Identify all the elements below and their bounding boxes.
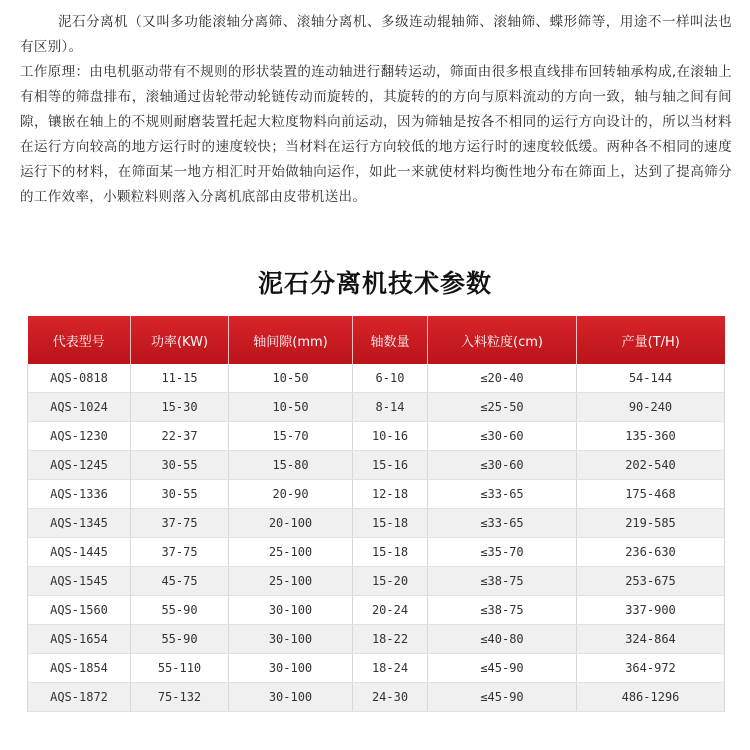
cell-feed-size: ≤25-50: [428, 393, 577, 422]
cell-feed-size: ≤20-40: [428, 364, 577, 393]
cell-capacity: 54-144: [577, 364, 725, 393]
cell-shaft-gap: 30-100: [229, 596, 353, 625]
cell-shaft-gap: 20-90: [229, 480, 353, 509]
cell-shaft-count: 18-22: [353, 625, 428, 654]
cell-shaft-gap: 30-100: [229, 683, 353, 712]
spec-table: [27, 316, 725, 712]
cell-feed-size: ≤30-60: [428, 451, 577, 480]
cell-feed-size: ≤45-90: [428, 683, 577, 712]
cell-shaft-gap: 10-50: [229, 393, 353, 422]
cell-shaft-gap: 25-100: [229, 567, 353, 596]
table-row: [28, 393, 725, 422]
intro-text: [20, 10, 732, 210]
cell-feed-size: ≤38-75: [428, 567, 577, 596]
cell-capacity: 364-972: [577, 654, 725, 683]
cell-model: AQS-1230: [28, 422, 131, 451]
table-header-row: [28, 316, 725, 364]
cell-shaft-gap: 20-100: [229, 509, 353, 538]
cell-power: 22-37: [131, 422, 229, 451]
cell-capacity: 486-1296: [577, 683, 725, 712]
cell-power: 11-15: [131, 364, 229, 393]
header-shaft-count: 轴数量: [353, 316, 428, 364]
cell-power: 75-132: [131, 683, 229, 712]
table-row: [28, 683, 725, 712]
cell-power: 37-75: [131, 538, 229, 567]
table-row: [28, 422, 725, 451]
cell-power: 55-90: [131, 596, 229, 625]
table-row: [28, 596, 725, 625]
cell-power: 37-75: [131, 509, 229, 538]
cell-model: AQS-1445: [28, 538, 131, 567]
header-capacity: 产量(T/H): [577, 316, 725, 364]
table-row: [28, 480, 725, 509]
table-row: [28, 567, 725, 596]
cell-shaft-count: 24-30: [353, 683, 428, 712]
cell-shaft-count: 20-24: [353, 596, 428, 625]
table-row: [28, 625, 725, 654]
cell-model: AQS-0818: [28, 364, 131, 393]
cell-model: AQS-1336: [28, 480, 131, 509]
cell-capacity: 324-864: [577, 625, 725, 654]
intro-paragraph-2: 工作原理：由电机驱动带有不规则的形状装置的连动轴进行翻转运动，筛面由很多根直线排布回转轴承构成,在滚轴上有相等的筛盘排布，滚轴通过齿轮带动轮链传动而旋转的，其旋转的的方向与原料流动的方向一致，轴与轴之间有间隙，镶嵌在轴上的不规则耐磨装置托起大粒度物料向前运动，因为筛轴是按各不相同的运行方向设计的，所以当材料在运行方向较高的地方运行时的速度较快；当材料在运行方向较低的地方运行时的速度较低缓。两种各不相同的速度运行下的材料，在筛面某一地方相汇时开始做轴向运作，如此一来就使材料均衡性地分布在筛面上，达到了提高筛分的工作效率，小颗粒料则落入分离机底部由皮带机送出。: [20, 64, 732, 205]
cell-capacity: 90-240: [577, 393, 725, 422]
cell-shaft-gap: 15-80: [229, 451, 353, 480]
cell-shaft-gap: 30-100: [229, 625, 353, 654]
cell-capacity: 202-540: [577, 451, 725, 480]
cell-model: AQS-1654: [28, 625, 131, 654]
cell-shaft-count: 15-20: [353, 567, 428, 596]
cell-power: 55-90: [131, 625, 229, 654]
table-title: 泥石分离机技术参数: [257, 269, 492, 298]
cell-capacity: 175-468: [577, 480, 725, 509]
cell-model: AQS-1024: [28, 393, 131, 422]
cell-shaft-count: 6-10: [353, 364, 428, 393]
intro-paragraph-1: 泥石分离机（又叫多功能滚轴分离筛、滚轴分离机、多级连动辊轴筛、滚轴筛、蝶形筛等，用途不一样叫法也有区别）。: [20, 14, 732, 55]
cell-capacity: 236-630: [577, 538, 725, 567]
cell-capacity: 135-360: [577, 422, 725, 451]
cell-shaft-count: 10-16: [353, 422, 428, 451]
header-feed-size: 入料粒度(cm): [428, 316, 577, 364]
table-row: [28, 509, 725, 538]
cell-feed-size: ≤33-65: [428, 480, 577, 509]
cell-capacity: 337-900: [577, 596, 725, 625]
cell-power: 55-110: [131, 654, 229, 683]
cell-shaft-count: 12-18: [353, 480, 428, 509]
cell-feed-size: ≤45-90: [428, 654, 577, 683]
cell-model: AQS-1245: [28, 451, 131, 480]
table-body: [28, 364, 725, 712]
cell-feed-size: ≤40-80: [428, 625, 577, 654]
cell-shaft-count: 15-16: [353, 451, 428, 480]
cell-model: AQS-1854: [28, 654, 131, 683]
cell-model: AQS-1872: [28, 683, 131, 712]
cell-shaft-gap: 15-70: [229, 422, 353, 451]
header-power: 功率(KW): [131, 316, 229, 364]
cell-feed-size: ≤35-70: [428, 538, 577, 567]
header-model: 代表型号: [28, 316, 131, 364]
cell-model: AQS-1560: [28, 596, 131, 625]
cell-capacity: 253-675: [577, 567, 725, 596]
table-row: [28, 451, 725, 480]
cell-feed-size: ≤30-60: [428, 422, 577, 451]
cell-model: AQS-1345: [28, 509, 131, 538]
table-row: [28, 654, 725, 683]
cell-feed-size: ≤38-75: [428, 596, 577, 625]
header-shaft-gap: 轴间隙(mm): [229, 316, 353, 364]
cell-shaft-count: 8-14: [353, 393, 428, 422]
cell-shaft-gap: 25-100: [229, 538, 353, 567]
cell-power: 15-30: [131, 393, 229, 422]
cell-shaft-count: 15-18: [353, 509, 428, 538]
cell-power: 30-55: [131, 451, 229, 480]
cell-feed-size: ≤33-65: [428, 509, 577, 538]
cell-power: 45-75: [131, 567, 229, 596]
table-row: [28, 538, 725, 567]
cell-power: 30-55: [131, 480, 229, 509]
cell-model: AQS-1545: [28, 567, 131, 596]
cell-shaft-gap: 30-100: [229, 654, 353, 683]
cell-shaft-gap: 10-50: [229, 364, 353, 393]
table-row: [28, 364, 725, 393]
cell-shaft-count: 15-18: [353, 538, 428, 567]
cell-shaft-count: 18-24: [353, 654, 428, 683]
cell-capacity: 219-585: [577, 509, 725, 538]
